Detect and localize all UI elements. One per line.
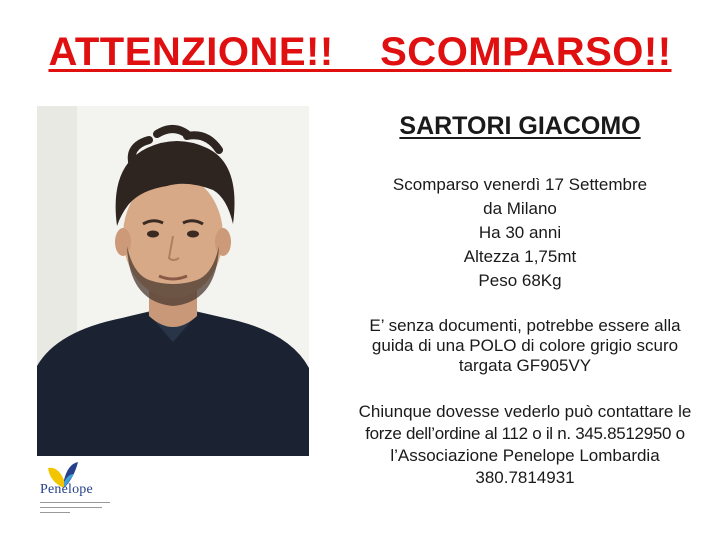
person-details <box>340 173 700 293</box>
alert-headline: ATTENZIONE!! SCOMPARSO!! <box>48 30 672 74</box>
contact-phone: 380.7814931 <box>475 468 575 487</box>
detail-height: Altezza 1,75mt <box>463 247 577 266</box>
detail-age: Ha 30 anni <box>478 223 562 242</box>
contact-line: forze dell’ordine al 112 o il n. 345.8512950 o <box>365 424 685 443</box>
missing-person-photo <box>37 106 309 456</box>
penelope-logo <box>38 460 118 530</box>
contact-line: l’Associazione Penelope Lombardia <box>390 446 660 465</box>
detail-city: da Milano <box>483 199 557 218</box>
detail-weight: Peso 68Kg <box>478 271 562 290</box>
contact-note <box>340 401 710 489</box>
contact-line: Chiunque dovesse vederlo può contattare le <box>358 402 692 421</box>
person-name: SARTORI GIACOMO <box>399 112 641 140</box>
detail-disappeared-date: Scomparso venerdì 17 Settembre <box>392 175 648 194</box>
vehicle-note <box>340 316 710 376</box>
vehicle-line: E’ senza documenti, potrebbe essere alla <box>369 316 681 335</box>
logo-subtitle <box>40 502 112 515</box>
logo-wordmark: Penelope <box>40 482 93 497</box>
vehicle-line: guida di una POLO di colore grigio scuro <box>371 336 679 355</box>
vehicle-line: targata GF905VY <box>458 356 592 375</box>
